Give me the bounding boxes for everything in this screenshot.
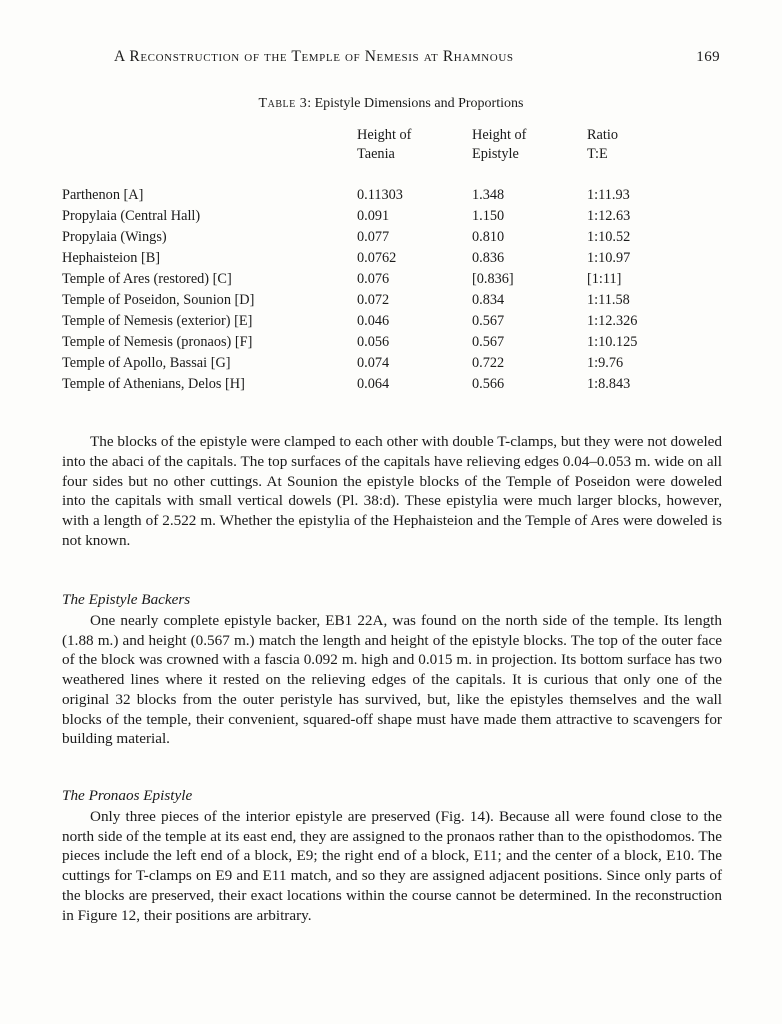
column-header-ratio-line1: Ratio [587, 127, 618, 143]
table-row [62, 227, 697, 248]
cell-ratio: 1:9.76 [587, 354, 624, 371]
cell-taenia: 0.0762 [357, 249, 397, 266]
cell-name: Propylaia (Central Hall) [62, 207, 201, 224]
column-header-epistyle-line1: Height of [472, 127, 527, 143]
section-pronaos-epistyle [62, 786, 722, 925]
subheading-epistyle-backers: The Epistyle Backers [62, 591, 191, 608]
table-row [62, 332, 697, 353]
cell-taenia: 0.064 [357, 375, 390, 392]
cell-ratio: 1:12.326 [587, 312, 638, 329]
cell-epistyle: 0.567 [472, 333, 505, 350]
cell-taenia: 0.074 [357, 354, 390, 371]
cell-epistyle: 0.810 [472, 228, 505, 245]
column-header-epistyle-line2: Epistyle [472, 145, 519, 162]
table-header-row [62, 126, 697, 166]
table-row [62, 248, 697, 269]
table-body [62, 166, 697, 395]
column-header-ratio [587, 126, 697, 166]
table-caption-text: : Epistyle Dimensions and Proportions [307, 96, 524, 111]
table-row [62, 311, 697, 332]
section-epistyle-backers [62, 590, 722, 749]
cell-epistyle: 0.836 [472, 249, 505, 266]
running-head-title: A Reconstruction of the Temple of Nemesis at Rhamnous [114, 48, 514, 65]
column-header-taenia-line1: Height of [357, 127, 412, 143]
cell-name: Temple of Ares (restored) [C] [62, 270, 232, 287]
cell-epistyle: [0.836] [472, 270, 514, 287]
cell-ratio: 1:11.58 [587, 291, 630, 308]
cell-epistyle: 0.567 [472, 312, 505, 329]
table-row [62, 353, 697, 374]
table-row [62, 269, 697, 290]
cell-name: Hephaisteion [B] [62, 249, 161, 266]
cell-ratio: 1:10.52 [587, 228, 631, 245]
cell-ratio: 1:8.843 [587, 375, 631, 392]
cell-name: Temple of Nemesis (pronaos) [F] [62, 333, 253, 350]
cell-epistyle: 0.566 [472, 375, 505, 392]
subheading-pronaos-epistyle: The Pronaos Epistyle [62, 787, 193, 804]
section-epistyle-blocks [62, 432, 722, 551]
cell-ratio: 1:10.125 [587, 333, 638, 350]
running-head [62, 48, 720, 66]
table-row [62, 206, 697, 227]
cell-name: Temple of Nemesis (exterior) [E] [62, 312, 253, 329]
column-header-name [62, 126, 357, 166]
cell-name: Temple of Poseidon, Sounion [D] [62, 291, 255, 308]
cell-ratio: 1:11.93 [587, 186, 630, 203]
table-row [62, 290, 697, 311]
column-header-ratio-line2: T:E [587, 145, 608, 162]
table-row [62, 374, 697, 395]
epistyle-dimensions-table [62, 126, 697, 395]
cell-taenia: 0.11303 [357, 186, 403, 203]
cell-epistyle: 1.150 [472, 207, 505, 224]
cell-taenia: 0.046 [357, 312, 390, 329]
cell-ratio: 1:12.63 [587, 207, 631, 224]
cell-name: Parthenon [A] [62, 186, 144, 203]
cell-taenia: 0.072 [357, 291, 390, 308]
paragraph-epistyle-backers: One nearly complete epistyle backer, EB1 22A, was found on the north side of the temple. Its length (1.88 m.) and height (0.567 m.) match the length and height of the epistyle blocks. The top of the outer face of the block was crowned with a fascia 0.092 m. high and 0.015 m. in projection. Its bottom surface has two weathered lines where it rested on the relieving edges of the capitals. It is curious that only one of the original 32 blocks from the outer peristyle has survived, but, like the epistyles themselves and the wall blocks of the temple, their convenient, squared-off shape must have made them attractive to scavengers for building material. [62, 611, 722, 748]
table-label: Table 3 [258, 96, 308, 111]
cell-name: Propylaia (Wings) [62, 228, 167, 245]
column-header-taenia [357, 126, 472, 166]
paragraph-pronaos-epistyle: Only three pieces of the interior epistyle are preserved (Fig. 14). Because all were found close to the north side of the temple at its east end, they are assigned to the pronaos rather than to the opisthodomos. The pieces include the left end of a block, E9; the right end of a block, E11; and the center of a block, E10. The cuttings for T-clamps on E9 and E11 match, and so they are assigned adjacent positions. Since only parts of the blocks are preserved, their exact locations within the course cannot be determined. In the reconstruction in Figure 12, their positions are arbitrary. [62, 807, 722, 924]
cell-ratio: [1:11] [587, 270, 622, 287]
table-header [62, 126, 697, 166]
cell-epistyle: 0.722 [472, 354, 505, 371]
paragraph-epistyle-blocks: The blocks of the epistyle were clamped to each other with double T-clamps, but they were not doweled into the abaci of the capitals. The top surfaces of the capitals have relieving edges 0.04–0.053 m. wide on all four sides but no other cuttings. At Sounion the epistyle blocks of the Temple of Poseidon were doweled into the capitals with small vertical dowels (Pl. 38:d). These epistylia were much larger blocks, however, with a length of 2.522 m. Whether the epistylia of the Hephaisteion and the Temple of Ares were doweled is not known. [62, 433, 722, 549]
cell-taenia: 0.091 [357, 207, 390, 224]
column-header-epistyle [472, 126, 587, 166]
cell-ratio: 1:10.97 [587, 249, 631, 266]
cell-taenia: 0.076 [357, 270, 390, 287]
column-header-taenia-line2: Taenia [357, 145, 395, 162]
table-row [62, 166, 697, 206]
table-caption [0, 96, 782, 112]
cell-name: Temple of Athenians, Delos [H] [62, 375, 245, 392]
cell-taenia: 0.056 [357, 333, 390, 350]
page-number: 169 [696, 49, 720, 65]
cell-epistyle: 1.348 [472, 186, 505, 203]
cell-taenia: 0.077 [357, 228, 390, 245]
cell-name: Temple of Apollo, Bassai [G] [62, 354, 231, 371]
cell-epistyle: 0.834 [472, 291, 505, 308]
